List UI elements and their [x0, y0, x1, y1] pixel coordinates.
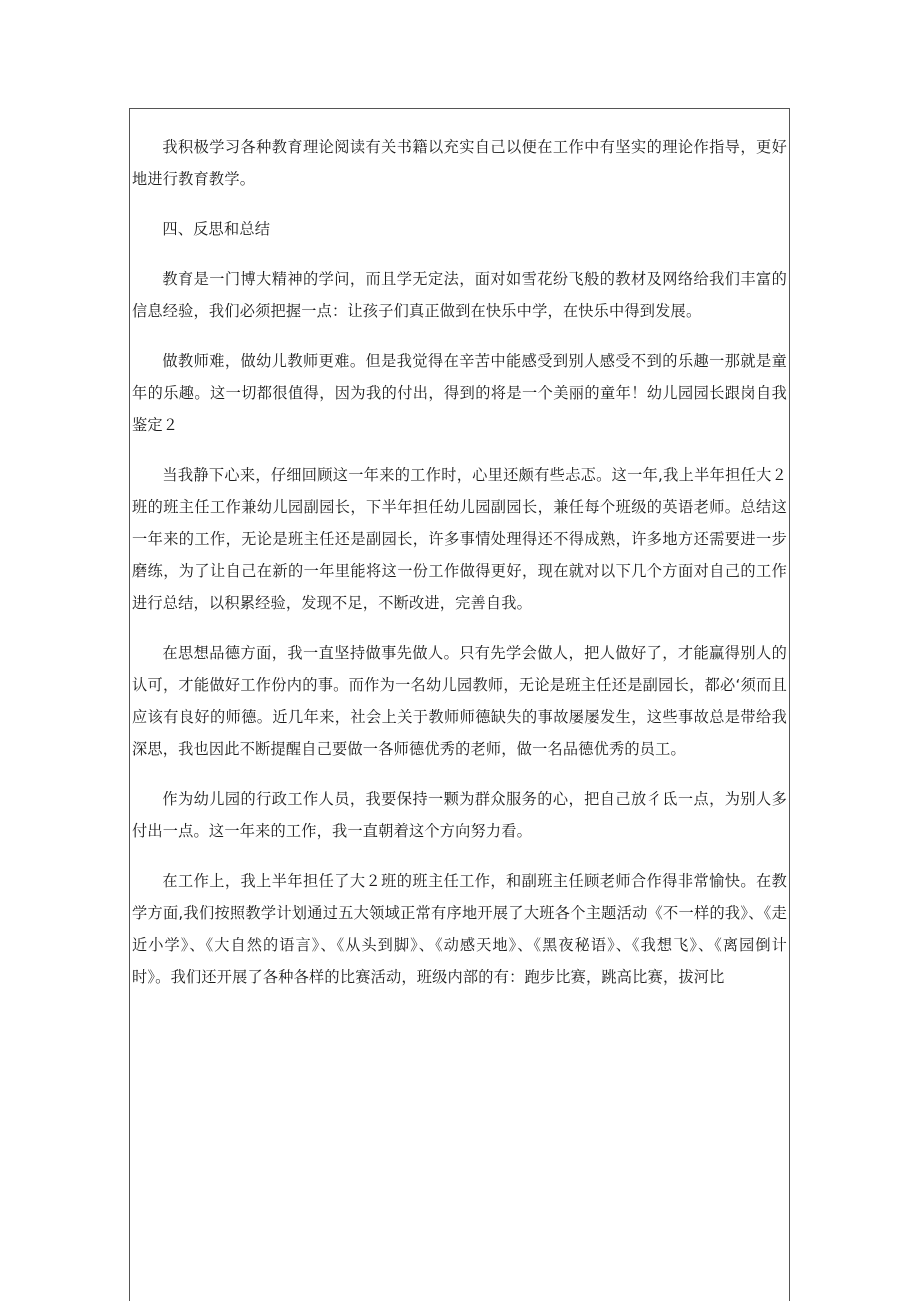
- paragraph-work-activities: 在工作上，我上半年担任了大２班的班主任工作，和副班主任顾老师合作得非常愉快。在教学方面,我们按照教学计划通过五大领域正常有序地开展了大班各个主题活动《不一样的我》、《走近小学》、《大自然的语言》、《从头到脚》、《动感天地》、《黑夜秘语》、《我想飞》、《离园倒计时》。我们还开展了各种各样的比赛活动，班级内部的有：跑步比赛，跳高比赛，拔河比: [132, 872, 787, 986]
- paragraph-administrative-service: 作为幼儿园的行政工作人员，我要保持一颗为群众服务的心，把自己放彳氐一点，为别人多付出一点。这一年来的工作，我一直朝着这个方向努力看。: [132, 790, 787, 840]
- page-frame: [129, 108, 790, 1301]
- paragraph-theory-study: 我积极学习各种教育理论阅读有关书籍以充实自己以便在工作中有坚实的理论作指导，更好地进行教育教学。: [132, 138, 787, 188]
- section-heading-reflection: 四、反思和总结: [162, 220, 271, 238]
- document-body: [130, 131, 787, 1011]
- paragraph-moral-character: 在思想品德方面，我一直坚持做事先做人。只有先学会做人，把人做好了，才能赢得别人的认可，才能做好工作份内的事。而作为一名幼儿园教师，无论是班主任还是副园长，都必‘须而且应该有良好的师德。近几年来，社会上关于教师师德缺失的事故屡屡发生，这些事故总是带给我深思，我也因此不断提醒自己要做一各师德优秀的老师，做一名品德优秀的员工。: [132, 644, 787, 758]
- paragraph-teacher-difficulty: 做教师难，做幼儿教师更难。但是我觉得在辛苦中能感受到别人感受不到的乐趣一那就是童年的乐趣。这一切都很值得，因为我的付出，得到的将是一个美丽的童年！幼儿园园长跟岗自我鉴定２: [132, 352, 787, 434]
- paragraph-education-learning: 教育是一门博大精神的学问，而且学无定法，面对如雪花纷飞般的教材及网络给我们丰富的信息经验，我们必须把握一点：让孩子们真正做到在快乐中学，在快乐中得到发展。: [132, 270, 787, 320]
- paragraph-year-review: 当我静下心来，仔细回顾这一年来的工作时，心里还颇有些忐忑。这一年,我上半年担任大２班的班主任工作兼幼儿园副园长，下半年担任幼儿园副园长，兼任每个班级的英语老师。总结这一年来的工作，无论是班主任还是副园长，许多事情处理得还不得成熟，许多地方还需要进一步磨练，为了让自己在新的一年里能将这一份工作做得更好，现在就对以下几个方面对自己的工作进行总结，以积累经验，发现不足，不断改进，完善自我。: [132, 466, 787, 612]
